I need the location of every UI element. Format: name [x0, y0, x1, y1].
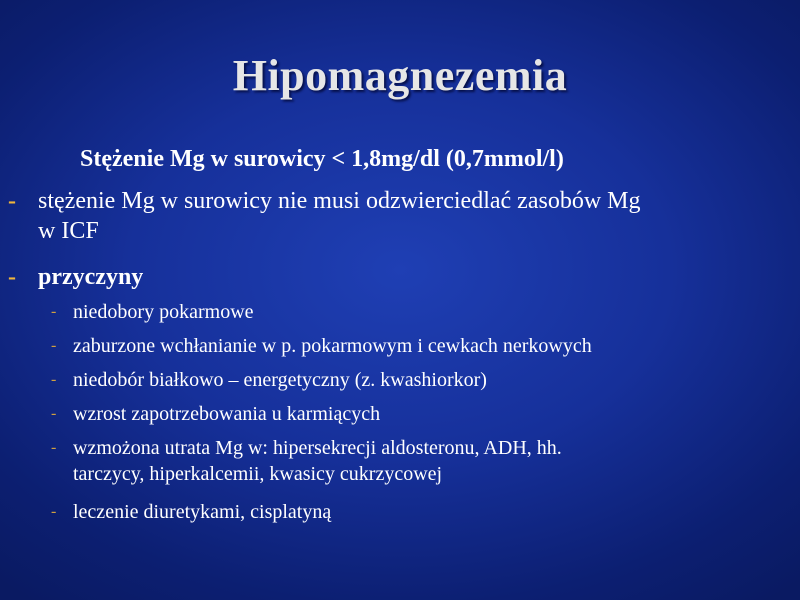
sub-bullet-text: zaburzone wchłanianie w p. pokarmowym i cewkach nerkowych: [73, 335, 592, 357]
sub-bullet-item: [51, 435, 763, 487]
bullet-text: przyczyny: [38, 264, 144, 290]
sub-bullet-text: wzrost zapotrzebowania u karmiących: [73, 403, 381, 425]
sub-bullet-item: [51, 499, 763, 525]
sub-bullet-marker: -: [51, 439, 57, 456]
sub-bullet-marker: -: [51, 503, 57, 520]
sub-bullet-item: [51, 367, 763, 393]
sub-bullet-item: [51, 401, 763, 427]
slide-title: Hipomagnezemia: [232, 51, 568, 100]
sub-bullet-item: [51, 333, 763, 359]
bullet-text: stężenie Mg w surowicy nie musi odzwierciedlać zasobów Mg: [38, 188, 641, 214]
sub-bullet-text-continued: tarczycy, hiperkalcemii, kwasicy cukrzycowej: [73, 463, 443, 485]
sub-bullet-marker: -: [51, 337, 57, 354]
bullet-item: [8, 262, 788, 292]
bullet-marker: -: [8, 264, 16, 290]
slide-subtitle: Stężenie Mg w surowicy < 1,8mg/dl (0,7mmol/l): [80, 146, 564, 172]
sub-bullet-text: wzmożona utrata Mg w: hipersekrecji aldosteronu, ADH, hh.: [73, 437, 562, 459]
sub-bullet-marker: -: [51, 405, 57, 422]
bullet-item: [8, 186, 788, 246]
sub-bullet-text: niedobór białkowo – energetyczny (z. kwashiorkor): [73, 369, 487, 391]
sub-bullet-text: leczenie diuretykami, cisplatyną: [73, 501, 332, 523]
sub-bullet-marker: -: [51, 303, 57, 320]
sub-bullet-marker: -: [51, 371, 57, 388]
bullet-text-continued: w ICF: [38, 218, 99, 244]
sub-bullet-text: niedobory pokarmowe: [73, 301, 254, 323]
sub-bullet-item: [51, 299, 763, 325]
bullet-marker: -: [8, 188, 16, 214]
